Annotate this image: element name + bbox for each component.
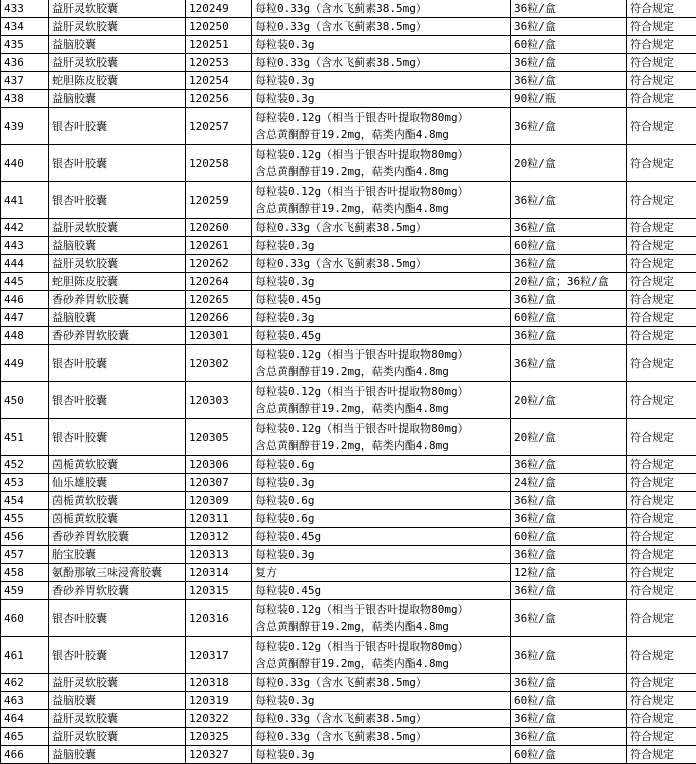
cell-result: 符合规定 xyxy=(627,327,696,345)
cell-package: 60粒/盒 xyxy=(511,237,627,255)
cell-batch-code: 120303 xyxy=(186,382,252,419)
cell-package: 36粒/盒 xyxy=(511,492,627,510)
cell-serial-number: 466 xyxy=(1,746,49,764)
cell-package: 36粒/盒 xyxy=(511,182,627,219)
specification-line: 每粒装0.3g xyxy=(255,275,315,288)
cell-product-name: 益脑胶囊 xyxy=(49,309,186,327)
cell-result: 符合规定 xyxy=(627,382,696,419)
table-row xyxy=(1,273,696,291)
cell-serial-number: 461 xyxy=(1,637,49,674)
cell-result: 符合规定 xyxy=(627,36,696,54)
cell-result: 符合规定 xyxy=(627,582,696,600)
cell-batch-code: 120319 xyxy=(186,692,252,710)
cell-product-name: 香砂养胃软胶囊 xyxy=(49,528,186,546)
specification-line: 每粒装0.6g xyxy=(255,512,315,525)
specification-line: 每粒装0.45g xyxy=(255,293,322,306)
table-row xyxy=(1,456,696,474)
cell-specification xyxy=(252,692,511,710)
specification-line: 每粒装0.3g xyxy=(255,239,315,252)
cell-batch-code: 120261 xyxy=(186,237,252,255)
cell-specification xyxy=(252,182,511,219)
cell-result: 符合规定 xyxy=(627,710,696,728)
cell-product-name: 仙乐雄胶囊 xyxy=(49,474,186,492)
cell-serial-number: 448 xyxy=(1,327,49,345)
cell-serial-number: 450 xyxy=(1,382,49,419)
cell-package: 60粒/盒 xyxy=(511,528,627,546)
cell-specification xyxy=(252,291,511,309)
cell-product-name: 银杏叶胶囊 xyxy=(49,382,186,419)
specification-line: 每粒装0.3g xyxy=(255,748,315,761)
table-row xyxy=(1,291,696,309)
cell-specification xyxy=(252,510,511,528)
cell-product-name: 胎宝胶囊 xyxy=(49,546,186,564)
cell-serial-number: 439 xyxy=(1,108,49,145)
cell-specification xyxy=(252,72,511,90)
cell-serial-number: 451 xyxy=(1,419,49,456)
cell-serial-number: 455 xyxy=(1,510,49,528)
cell-specification xyxy=(252,546,511,564)
table-row xyxy=(1,546,696,564)
cell-batch-code: 120257 xyxy=(186,108,252,145)
specification-line: 每粒0.33g（含水飞蓟素38.5mg） xyxy=(255,2,427,15)
cell-package: 36粒/盒 xyxy=(511,54,627,72)
cell-serial-number: 434 xyxy=(1,18,49,36)
cell-package: 60粒/盒 xyxy=(511,309,627,327)
cell-package: 20粒/盒 xyxy=(511,419,627,456)
specification-line: 每粒装0.12g（相当于银杏叶提取物80mg） xyxy=(255,185,469,198)
cell-serial-number: 462 xyxy=(1,674,49,692)
specification-line: 每粒装0.12g（相当于银杏叶提取物80mg） xyxy=(255,385,469,398)
cell-result: 符合规定 xyxy=(627,528,696,546)
cell-result: 符合规定 xyxy=(627,564,696,582)
cell-result: 符合规定 xyxy=(627,273,696,291)
cell-product-name: 银杏叶胶囊 xyxy=(49,345,186,382)
cell-specification xyxy=(252,309,511,327)
cell-specification xyxy=(252,273,511,291)
cell-product-name: 益肝灵软胶囊 xyxy=(49,710,186,728)
cell-product-name: 茵栀黄软胶囊 xyxy=(49,492,186,510)
cell-batch-code: 120318 xyxy=(186,674,252,692)
cell-product-name: 香砂养胃软胶囊 xyxy=(49,291,186,309)
specification-line: 每粒装0.3g xyxy=(255,694,315,707)
cell-batch-code: 120250 xyxy=(186,18,252,36)
specification-line: 每粒0.33g（含水飞蓟素38.5mg） xyxy=(255,221,427,234)
specification-line: 每粒装0.12g（相当于银杏叶提取物80mg） xyxy=(255,111,469,124)
cell-serial-number: 441 xyxy=(1,182,49,219)
cell-product-name: 益脑胶囊 xyxy=(49,36,186,54)
cell-product-name: 银杏叶胶囊 xyxy=(49,419,186,456)
cell-serial-number: 437 xyxy=(1,72,49,90)
cell-specification xyxy=(252,746,511,764)
cell-serial-number: 446 xyxy=(1,291,49,309)
table-row xyxy=(1,54,696,72)
cell-package: 36粒/盒 xyxy=(511,108,627,145)
cell-batch-code: 120260 xyxy=(186,219,252,237)
cell-batch-code: 120265 xyxy=(186,291,252,309)
cell-specification xyxy=(252,90,511,108)
cell-result: 符合规定 xyxy=(627,492,696,510)
cell-product-name: 银杏叶胶囊 xyxy=(49,600,186,637)
cell-result: 符合规定 xyxy=(627,674,696,692)
table-row xyxy=(1,0,696,18)
specification-line: 含总黄酮醇苷19.2mg，萜类内酯4.8mg xyxy=(255,620,449,633)
cell-package: 36粒/盒 xyxy=(511,255,627,273)
cell-package: 36粒/盒 xyxy=(511,327,627,345)
cell-result: 符合规定 xyxy=(627,746,696,764)
cell-product-name: 茵栀黄软胶囊 xyxy=(49,456,186,474)
cell-serial-number: 436 xyxy=(1,54,49,72)
cell-batch-code: 120316 xyxy=(186,600,252,637)
cell-product-name: 益肝灵软胶囊 xyxy=(49,674,186,692)
specification-line: 每粒装0.3g xyxy=(255,311,315,324)
cell-specification xyxy=(252,474,511,492)
cell-product-name: 蛇胆陈皮胶囊 xyxy=(49,273,186,291)
cell-batch-code: 120306 xyxy=(186,456,252,474)
table-body xyxy=(1,0,696,764)
specification-line: 含总黄酮醇苷19.2mg，萜类内酯4.8mg xyxy=(255,202,449,215)
cell-result: 符合规定 xyxy=(627,108,696,145)
cell-result: 符合规定 xyxy=(627,145,696,182)
cell-package: 60粒/盒 xyxy=(511,746,627,764)
cell-result: 符合规定 xyxy=(627,728,696,746)
cell-package: 60粒/盒 xyxy=(511,692,627,710)
cell-result: 符合规定 xyxy=(627,637,696,674)
cell-specification xyxy=(252,36,511,54)
cell-batch-code: 120317 xyxy=(186,637,252,674)
cell-batch-code: 120305 xyxy=(186,419,252,456)
cell-package: 36粒/盒 xyxy=(511,456,627,474)
cell-batch-code: 120262 xyxy=(186,255,252,273)
cell-specification xyxy=(252,492,511,510)
specification-line: 复方 xyxy=(255,566,277,579)
cell-package: 20粒/盒 xyxy=(511,145,627,182)
specification-line: 每粒装0.12g（相当于银杏叶提取物80mg） xyxy=(255,148,469,161)
cell-specification xyxy=(252,54,511,72)
cell-batch-code: 120307 xyxy=(186,474,252,492)
table-row xyxy=(1,182,696,219)
table-row xyxy=(1,219,696,237)
cell-package: 12粒/盒 xyxy=(511,564,627,582)
cell-product-name: 益脑胶囊 xyxy=(49,237,186,255)
table-row xyxy=(1,237,696,255)
cell-serial-number: 445 xyxy=(1,273,49,291)
cell-product-name: 益肝灵软胶囊 xyxy=(49,728,186,746)
table-row xyxy=(1,728,696,746)
specification-line: 每粒装0.12g（相当于银杏叶提取物80mg） xyxy=(255,422,469,435)
cell-serial-number: 435 xyxy=(1,36,49,54)
cell-product-name: 益脑胶囊 xyxy=(49,90,186,108)
cell-specification xyxy=(252,564,511,582)
cell-serial-number: 452 xyxy=(1,456,49,474)
cell-specification xyxy=(252,0,511,18)
cell-product-name: 蛇胆陈皮胶囊 xyxy=(49,72,186,90)
specification-line: 每粒装0.3g xyxy=(255,548,315,561)
table-row xyxy=(1,582,696,600)
cell-specification xyxy=(252,674,511,692)
cell-serial-number: 463 xyxy=(1,692,49,710)
cell-result: 符合规定 xyxy=(627,600,696,637)
cell-package: 36粒/盒 xyxy=(511,291,627,309)
cell-result: 符合规定 xyxy=(627,72,696,90)
cell-batch-code: 120311 xyxy=(186,510,252,528)
cell-package: 36粒/盒 xyxy=(511,510,627,528)
table-row xyxy=(1,564,696,582)
cell-package: 90粒/瓶 xyxy=(511,90,627,108)
cell-product-name: 香砂养胃软胶囊 xyxy=(49,327,186,345)
cell-package: 36粒/盒 xyxy=(511,345,627,382)
cell-result: 符合规定 xyxy=(627,291,696,309)
specification-line: 每粒装0.45g xyxy=(255,530,322,543)
specification-line: 含总黄酮醇苷19.2mg，萜类内酯4.8mg xyxy=(255,128,449,141)
cell-batch-code: 120259 xyxy=(186,182,252,219)
specification-line: 每粒装0.45g xyxy=(255,329,322,342)
cell-product-name: 茵栀黄软胶囊 xyxy=(49,510,186,528)
cell-result: 符合规定 xyxy=(627,90,696,108)
cell-product-name: 益肝灵软胶囊 xyxy=(49,219,186,237)
cell-serial-number: 465 xyxy=(1,728,49,746)
cell-serial-number: 433 xyxy=(1,0,49,18)
cell-package: 36粒/盒 xyxy=(511,18,627,36)
cell-product-name: 益肝灵软胶囊 xyxy=(49,255,186,273)
cell-serial-number: 457 xyxy=(1,546,49,564)
specification-line: 每粒0.33g（含水飞蓟素38.5mg） xyxy=(255,56,427,69)
specification-line: 含总黄酮醇苷19.2mg，萜类内酯4.8mg xyxy=(255,439,449,452)
cell-product-name: 益肝灵软胶囊 xyxy=(49,54,186,72)
cell-batch-code: 120254 xyxy=(186,72,252,90)
cell-batch-code: 120249 xyxy=(186,0,252,18)
cell-result: 符合规定 xyxy=(627,0,696,18)
specification-line: 每粒0.33g（含水飞蓟素38.5mg） xyxy=(255,20,427,33)
cell-result: 符合规定 xyxy=(627,182,696,219)
cell-package: 60粒/盒 xyxy=(511,36,627,54)
cell-package: 20粒/盒 xyxy=(511,382,627,419)
specification-line: 每粒装0.12g（相当于银杏叶提取物80mg） xyxy=(255,603,469,616)
cell-package: 36粒/盒 xyxy=(511,600,627,637)
cell-product-name: 银杏叶胶囊 xyxy=(49,108,186,145)
cell-serial-number: 440 xyxy=(1,145,49,182)
specification-line: 每粒装0.12g（相当于银杏叶提取物80mg） xyxy=(255,348,469,361)
cell-result: 符合规定 xyxy=(627,309,696,327)
specification-line: 含总黄酮醇苷19.2mg，萜类内酯4.8mg xyxy=(255,657,449,670)
cell-result: 符合规定 xyxy=(627,456,696,474)
cell-product-name: 益脑胶囊 xyxy=(49,692,186,710)
table-row xyxy=(1,72,696,90)
cell-specification xyxy=(252,710,511,728)
cell-batch-code: 120327 xyxy=(186,746,252,764)
cell-package: 36粒/盒 xyxy=(511,674,627,692)
table-row xyxy=(1,36,696,54)
table-row xyxy=(1,600,696,637)
cell-serial-number: 449 xyxy=(1,345,49,382)
cell-batch-code: 120301 xyxy=(186,327,252,345)
table-row xyxy=(1,327,696,345)
specification-line: 含总黄酮醇苷19.2mg，萜类内酯4.8mg xyxy=(255,165,449,178)
specification-line: 每粒装0.12g（相当于银杏叶提取物80mg） xyxy=(255,640,469,653)
cell-product-name: 银杏叶胶囊 xyxy=(49,637,186,674)
cell-result: 符合规定 xyxy=(627,345,696,382)
table-row xyxy=(1,510,696,528)
cell-product-name: 氨酚那敏三味浸膏胶囊 xyxy=(49,564,186,582)
table-row xyxy=(1,90,696,108)
table-row xyxy=(1,528,696,546)
specification-line: 含总黄酮醇苷19.2mg，萜类内酯4.8mg xyxy=(255,402,449,415)
specification-line: 每粒0.33g（含水飞蓟素38.5mg） xyxy=(255,257,427,270)
table-row xyxy=(1,746,696,764)
specification-line: 每粒装0.6g xyxy=(255,494,315,507)
cell-specification xyxy=(252,145,511,182)
cell-serial-number: 453 xyxy=(1,474,49,492)
cell-serial-number: 460 xyxy=(1,600,49,637)
cell-batch-code: 120312 xyxy=(186,528,252,546)
specification-line: 每粒装0.3g xyxy=(255,38,315,51)
cell-specification xyxy=(252,528,511,546)
table-row xyxy=(1,108,696,145)
cell-batch-code: 120266 xyxy=(186,309,252,327)
cell-specification xyxy=(252,582,511,600)
cell-specification xyxy=(252,345,511,382)
cell-specification xyxy=(252,456,511,474)
cell-product-name: 益肝灵软胶囊 xyxy=(49,18,186,36)
table-row xyxy=(1,345,696,382)
cell-package: 36粒/盒 xyxy=(511,0,627,18)
cell-package: 36粒/盒 xyxy=(511,582,627,600)
cell-specification xyxy=(252,108,511,145)
cell-package: 36粒/盒 xyxy=(511,546,627,564)
cell-specification xyxy=(252,419,511,456)
table-row xyxy=(1,255,696,273)
table-row xyxy=(1,674,696,692)
specification-line: 每粒0.33g（含水飞蓟素38.5mg） xyxy=(255,676,427,689)
cell-serial-number: 444 xyxy=(1,255,49,273)
specification-line: 每粒装0.3g xyxy=(255,92,315,105)
cell-serial-number: 442 xyxy=(1,219,49,237)
cell-specification xyxy=(252,637,511,674)
cell-serial-number: 447 xyxy=(1,309,49,327)
specification-line: 每粒装0.45g xyxy=(255,584,322,597)
cell-batch-code: 120264 xyxy=(186,273,252,291)
cell-result: 符合规定 xyxy=(627,419,696,456)
cell-specification xyxy=(252,600,511,637)
cell-specification xyxy=(252,237,511,255)
cell-batch-code: 120256 xyxy=(186,90,252,108)
cell-package: 36粒/盒 xyxy=(511,72,627,90)
specification-line: 每粒0.33g（含水飞蓟素38.5mg） xyxy=(255,712,427,725)
cell-package: 36粒/盒 xyxy=(511,728,627,746)
cell-result: 符合规定 xyxy=(627,18,696,36)
cell-specification xyxy=(252,728,511,746)
cell-specification xyxy=(252,219,511,237)
cell-package: 20粒/盒；36粒/盒 xyxy=(511,273,627,291)
cell-product-name: 银杏叶胶囊 xyxy=(49,145,186,182)
cell-specification xyxy=(252,382,511,419)
cell-result: 符合规定 xyxy=(627,510,696,528)
cell-product-name: 香砂养胃软胶囊 xyxy=(49,582,186,600)
cell-serial-number: 464 xyxy=(1,710,49,728)
cell-batch-code: 120251 xyxy=(186,36,252,54)
cell-result: 符合规定 xyxy=(627,546,696,564)
cell-product-name: 银杏叶胶囊 xyxy=(49,182,186,219)
specification-line: 每粒装0.6g xyxy=(255,458,315,471)
cell-batch-code: 120314 xyxy=(186,564,252,582)
specification-line: 每粒装0.3g xyxy=(255,476,315,489)
cell-result: 符合规定 xyxy=(627,219,696,237)
cell-batch-code: 120313 xyxy=(186,546,252,564)
table-row xyxy=(1,309,696,327)
cell-specification xyxy=(252,255,511,273)
cell-package: 36粒/盒 xyxy=(511,637,627,674)
cell-result: 符合规定 xyxy=(627,255,696,273)
table-row xyxy=(1,692,696,710)
cell-specification xyxy=(252,327,511,345)
cell-batch-code: 120309 xyxy=(186,492,252,510)
cell-specification xyxy=(252,18,511,36)
cell-batch-code: 120253 xyxy=(186,54,252,72)
cell-result: 符合规定 xyxy=(627,474,696,492)
cell-serial-number: 454 xyxy=(1,492,49,510)
cell-serial-number: 456 xyxy=(1,528,49,546)
cell-serial-number: 438 xyxy=(1,90,49,108)
cell-batch-code: 120302 xyxy=(186,345,252,382)
table-row xyxy=(1,474,696,492)
cell-batch-code: 120258 xyxy=(186,145,252,182)
cell-package: 36粒/盒 xyxy=(511,710,627,728)
cell-package: 36粒/盒 xyxy=(511,219,627,237)
table-row xyxy=(1,637,696,674)
cell-serial-number: 443 xyxy=(1,237,49,255)
cell-product-name: 益脑胶囊 xyxy=(49,746,186,764)
cell-product-name: 益肝灵软胶囊 xyxy=(49,0,186,18)
table-row xyxy=(1,18,696,36)
table-row xyxy=(1,382,696,419)
cell-serial-number: 458 xyxy=(1,564,49,582)
specification-line: 每粒0.33g（含水飞蓟素38.5mg） xyxy=(255,730,427,743)
cell-result: 符合规定 xyxy=(627,692,696,710)
specification-line: 每粒装0.3g xyxy=(255,74,315,87)
table-row xyxy=(1,710,696,728)
table-row xyxy=(1,145,696,182)
cell-batch-code: 120315 xyxy=(186,582,252,600)
specification-line: 含总黄酮醇苷19.2mg，萜类内酯4.8mg xyxy=(255,365,449,378)
table-row xyxy=(1,492,696,510)
cell-batch-code: 120322 xyxy=(186,710,252,728)
table-row xyxy=(1,419,696,456)
cell-result: 符合规定 xyxy=(627,54,696,72)
cell-batch-code: 120325 xyxy=(186,728,252,746)
cell-package: 24粒/盒 xyxy=(511,474,627,492)
cell-result: 符合规定 xyxy=(627,237,696,255)
cell-serial-number: 459 xyxy=(1,582,49,600)
